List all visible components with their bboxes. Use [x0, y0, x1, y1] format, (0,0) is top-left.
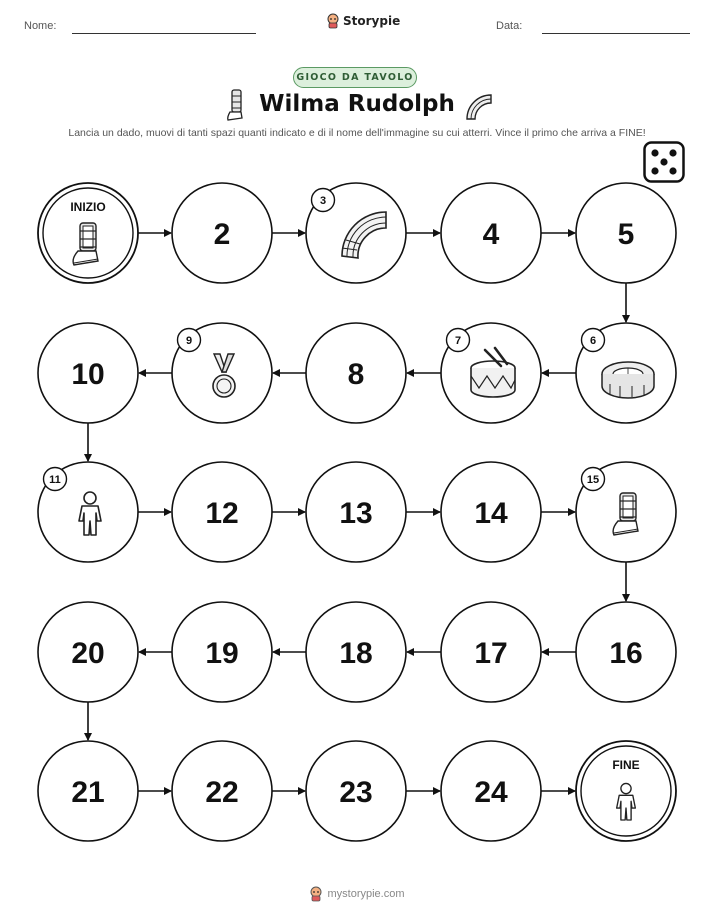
- space-number: 3: [319, 195, 327, 207]
- space-number: 4: [482, 218, 500, 251]
- board-space: [306, 741, 406, 841]
- space-number: 5: [617, 218, 635, 251]
- space-number: 11: [49, 474, 61, 486]
- space-number: 16: [609, 637, 643, 670]
- date-label: Data:: [496, 20, 523, 32]
- space-number: 7: [454, 335, 462, 347]
- space-number: 15: [586, 474, 600, 486]
- space-number: 8: [347, 358, 365, 391]
- board-space: [441, 323, 541, 423]
- board-space: [306, 183, 406, 283]
- board-space: [306, 462, 406, 562]
- board-space: [441, 183, 541, 283]
- brand-name: Storypie: [343, 14, 401, 28]
- board-space: [441, 741, 541, 841]
- space-number: 24: [474, 776, 508, 809]
- space-number: 2: [213, 218, 231, 251]
- board-space: [576, 462, 676, 562]
- board-space: [172, 462, 272, 562]
- instructions-text: Lancia un dado, muovi di tanti spazi quanti indicato e di il nome dell'immagine su cui atterri. Vince il primo che arriva a FINE!: [68, 127, 646, 139]
- space-number: 10: [71, 358, 105, 391]
- game-type-badge: GIOCO DA TAVOLO: [293, 67, 417, 88]
- space-number: 17: [474, 637, 508, 670]
- board-space: [38, 323, 138, 423]
- storypie-mascot-icon: [309, 886, 323, 902]
- board-space: [38, 741, 138, 841]
- finish-label: FINE: [612, 758, 640, 772]
- space-number: 20: [71, 637, 105, 670]
- space-number: 18: [339, 637, 373, 670]
- start-space: [38, 183, 138, 283]
- space-number: 13: [339, 497, 373, 530]
- space-number: 22: [205, 776, 239, 809]
- board-space: [576, 323, 676, 423]
- board-space: [441, 462, 541, 562]
- footer: [0, 886, 714, 902]
- board-space: [576, 602, 676, 702]
- stadium-icon: [602, 362, 654, 398]
- space-number: 14: [474, 497, 508, 530]
- start-label: INIZIO: [70, 200, 106, 214]
- board-space: [172, 323, 272, 423]
- board-space: [441, 602, 541, 702]
- finish-space: [576, 741, 676, 841]
- board-space: [576, 183, 676, 283]
- board-space: [38, 462, 138, 562]
- board-space: [172, 602, 272, 702]
- board-space: [38, 602, 138, 702]
- board-space: [306, 323, 406, 423]
- board-space: [306, 602, 406, 702]
- space-number: 19: [205, 637, 239, 670]
- name-label: Nome:: [24, 20, 57, 32]
- footer-url: mystorypie.com: [327, 888, 405, 900]
- space-number: 6: [589, 335, 597, 347]
- board-space: [172, 741, 272, 841]
- space-number: 23: [339, 776, 373, 809]
- page-title: Wilma Rudolph: [259, 91, 455, 117]
- space-number: 21: [71, 776, 105, 809]
- space-number: 12: [205, 497, 239, 530]
- board-space: [172, 183, 272, 283]
- space-number: 9: [185, 335, 193, 347]
